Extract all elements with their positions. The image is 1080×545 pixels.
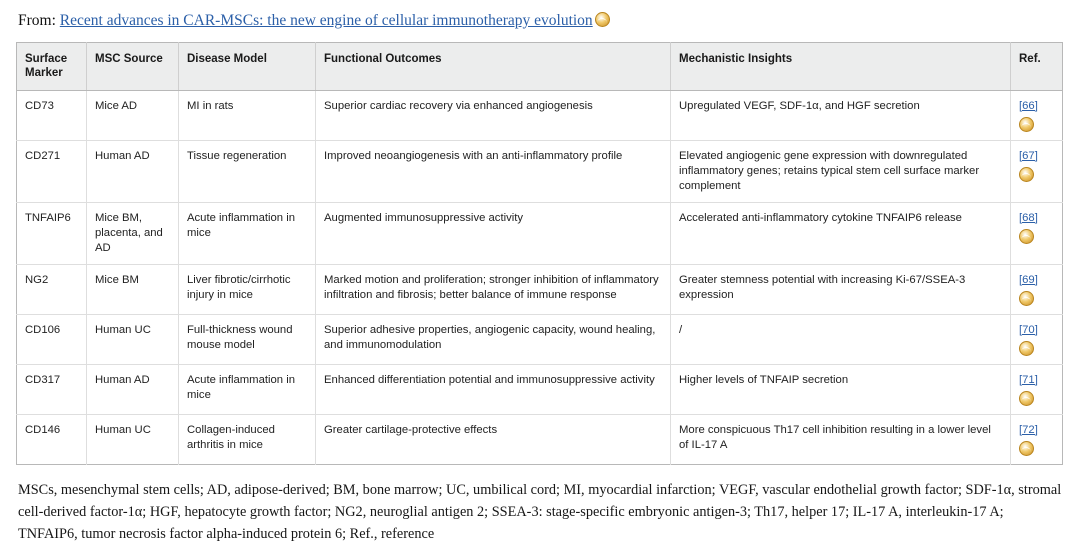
link-preview-icon[interactable]: [1019, 391, 1034, 406]
cell-surface-marker: TNFAIP6: [17, 202, 87, 264]
cell-msc-source: Mice BM, placenta, and AD: [87, 202, 179, 264]
table-row: [17, 90, 1063, 140]
table-header-row: [17, 43, 1063, 91]
cell-functional-outcomes: Improved neoangiogenesis with an anti-inflammatory profile: [316, 140, 671, 202]
cell-surface-marker: CD317: [17, 364, 87, 414]
column-header-functional-outcomes: Functional Outcomes: [316, 43, 671, 91]
table-row: [17, 414, 1063, 464]
link-preview-icon[interactable]: [1019, 441, 1034, 456]
cell-ref: [1011, 364, 1063, 414]
cell-disease-model: Acute inflammation in mice: [179, 202, 316, 264]
column-header-msc-source: MSC Source: [87, 43, 179, 91]
cell-functional-outcomes: Enhanced differentiation potential and immunosuppressive activity: [316, 364, 671, 414]
table-row: [17, 140, 1063, 202]
table-row: [17, 364, 1063, 414]
cell-surface-marker: CD106: [17, 314, 87, 364]
reference-link[interactable]: [67]: [1019, 149, 1038, 162]
link-preview-icon[interactable]: [595, 12, 610, 27]
table-row: [17, 314, 1063, 364]
cell-surface-marker: CD271: [17, 140, 87, 202]
cell-msc-source: Human AD: [87, 364, 179, 414]
column-header-mechanistic-insights: Mechanistic Insights: [671, 43, 1011, 91]
cell-disease-model: Collagen-induced arthritis in mice: [179, 414, 316, 464]
cell-disease-model: Liver fibrotic/cirrhotic injury in mice: [179, 264, 316, 314]
table-row: [17, 202, 1063, 264]
cell-msc-source: Mice AD: [87, 90, 179, 140]
cell-msc-source: Human UC: [87, 414, 179, 464]
source-prefix: From:: [18, 12, 56, 29]
column-header-disease-model: Disease Model: [179, 43, 316, 91]
cell-disease-model: Tissue regeneration: [179, 140, 316, 202]
cell-functional-outcomes: Superior cardiac recovery via enhanced angiogenesis: [316, 90, 671, 140]
cell-disease-model: Acute inflammation in mice: [179, 364, 316, 414]
link-preview-icon[interactable]: [1019, 341, 1034, 356]
cell-mechanistic-insights: Upregulated VEGF, SDF-1α, and HGF secretion: [671, 90, 1011, 140]
cell-mechanistic-insights: Elevated angiogenic gene expression with downregulated inflammatory genes; retains typical stem cell surface marker complement: [671, 140, 1011, 202]
source-article-link[interactable]: Recent advances in CAR-MSCs: the new engine of cellular immunotherapy evolution: [59, 12, 593, 29]
cell-functional-outcomes: Marked motion and proliferation; stronger inhibition of inflammatory infiltration and fibrosis; better balance of immune response: [316, 264, 671, 314]
cell-msc-source: Mice BM: [87, 264, 179, 314]
link-preview-icon[interactable]: [1019, 117, 1034, 132]
cell-surface-marker: NG2: [17, 264, 87, 314]
cell-ref: [1011, 140, 1063, 202]
reference-link[interactable]: [69]: [1019, 273, 1038, 286]
cell-ref: [1011, 314, 1063, 364]
cell-surface-marker: CD146: [17, 414, 87, 464]
link-preview-icon[interactable]: [1019, 229, 1034, 244]
cell-disease-model: Full-thickness wound mouse model: [179, 314, 316, 364]
cell-msc-source: Human AD: [87, 140, 179, 202]
source-line: [18, 12, 1064, 30]
reference-link[interactable]: [71]: [1019, 373, 1038, 386]
marker-table: [16, 42, 1063, 465]
reference-link[interactable]: [66]: [1019, 99, 1038, 112]
reference-link[interactable]: [70]: [1019, 323, 1038, 336]
cell-mechanistic-insights: Greater stemness potential with increasing Ki-67/SSEA-3 expression: [671, 264, 1011, 314]
column-header-ref: Ref.: [1011, 43, 1063, 91]
cell-functional-outcomes: Augmented immunosuppressive activity: [316, 202, 671, 264]
reference-link[interactable]: [68]: [1019, 211, 1038, 224]
link-preview-icon[interactable]: [1019, 291, 1034, 306]
column-header-surface-marker: Surface Marker: [17, 43, 87, 91]
cell-functional-outcomes: Greater cartilage-protective effects: [316, 414, 671, 464]
cell-mechanistic-insights: /: [671, 314, 1011, 364]
table-footnote: MSCs, mesenchymal stem cells; AD, adipose-derived; BM, bone marrow; UC, umbilical cord; MI, myocardial infarction; VEGF, vascular endothelial growth factor; SDF-1α, stromal cell-derived factor-1α; HGF, hepatocyte growth factor; NG2, neuroglial antigen 2; SSEA-3: stage-specific embryonic antigen-3; Th17, helper 17; IL-17 A, interleukin-17 A; TNFAIP6, tumor necrosis factor alpha-induced protein 6; Ref., reference: [18, 481, 1062, 543]
cell-mechanistic-insights: Accelerated anti-inflammatory cytokine TNFAIP6 release: [671, 202, 1011, 264]
cell-functional-outcomes: Superior adhesive properties, angiogenic capacity, wound healing, and immunomodulation: [316, 314, 671, 364]
cell-mechanistic-insights: More conspicuous Th17 cell inhibition resulting in a lower level of IL-17 A: [671, 414, 1011, 464]
cell-surface-marker: CD73: [17, 90, 87, 140]
reference-link[interactable]: [72]: [1019, 423, 1038, 436]
cell-ref: [1011, 202, 1063, 264]
cell-msc-source: Human UC: [87, 314, 179, 364]
cell-mechanistic-insights: Higher levels of TNFAIP secretion: [671, 364, 1011, 414]
cell-disease-model: MI in rats: [179, 90, 316, 140]
cell-ref: [1011, 414, 1063, 464]
table-row: [17, 264, 1063, 314]
cell-ref: [1011, 90, 1063, 140]
cell-ref: [1011, 264, 1063, 314]
link-preview-icon[interactable]: [1019, 167, 1034, 182]
